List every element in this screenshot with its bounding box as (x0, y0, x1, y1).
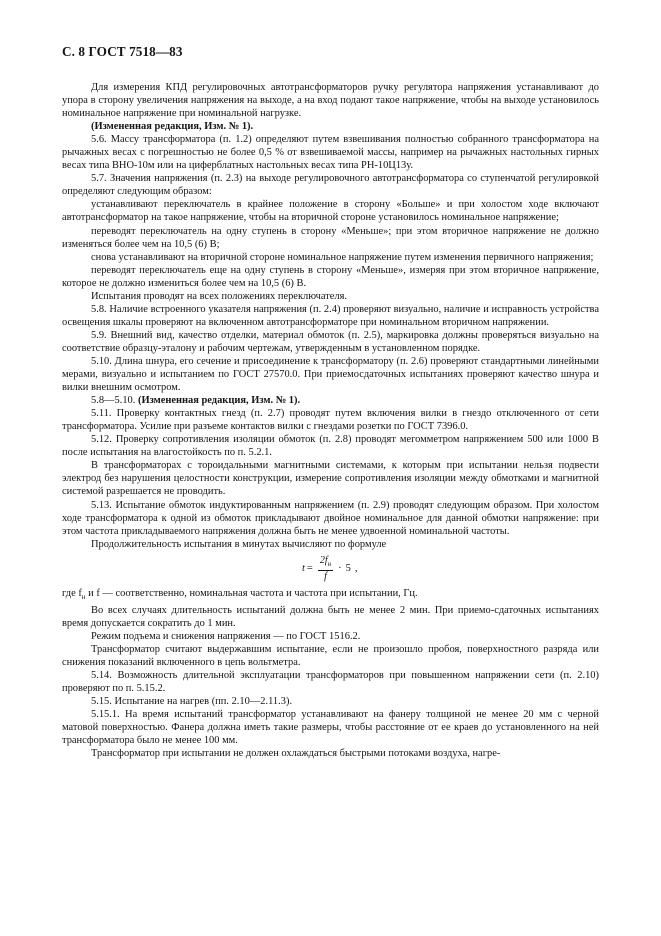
paragraph: 5.15. Испытание на нагрев (пп. 2.10—2.11.3). (91, 696, 293, 708)
formula-tail: , (354, 562, 358, 574)
paragraph: Испытания проводят на всех положениях переключателя. (91, 290, 348, 302)
paragraph: 5.8—5.10. (Измененная редакция, Изм. № 1). (91, 395, 301, 407)
paragraph: Продолжительность испытания в минутах вычисляют по формуле (91, 538, 387, 550)
paragraph: 5.10. Длина шнура, его сечение и присоединение к трансформатору (п. 2.6) проверяют стандартными линейными мерами, визуально и испытанием по ГОСТ 27570.0. При приемосдаточных испытаниях проверяют качество шнура и вилки внешним осмотром. (62, 355, 599, 394)
paragraph: 5.13. Испытание обмоток индуктированным напряжением (п. 2.9) проводят следующим образом. При холостом ходе трансформатора к одной из обмоток прикладывают двойное номинальное для данной обмотки напряжение: при этом частота прикладываемого напряжения должна быть не менее удвоенной номинальной частоты. (62, 499, 599, 537)
paragraph: переводят переключатель еще на одну ступень в сторону «Меньше», измеряя при этом вторичное напряжение, которое не должно измениться более чем на 10,5 (6) В. (62, 264, 599, 289)
paragraph: В трансформаторах с тороидальными магнитными системами, к которым при испытании нельзя подвести электрод без нарушения целостности конструкции, измерение сопротивления изоляции между обмотками и магнитной системой разрешается не проводить. (62, 460, 599, 498)
paragraph: Во всех случаях длительность испытаний должна быть не менее 2 мин. При приемо-сдаточных испытаниях время допускается сократить до 1 мин. (62, 604, 599, 629)
formula-equals: = (306, 562, 313, 574)
paragraph: 5.12. Проверку сопротивления изоляции обмоток (п. 2.8) проводят мегомметром напряжением 500 или 1000 В после испытания на влагостойкость по п. 5.2.1. (62, 434, 599, 459)
formula-expression (302, 555, 359, 582)
formula-numerator: $2f_н$ (318, 555, 333, 571)
formula (62, 551, 599, 587)
paragraph: 5.15.1. На время испытаний трансформатор устанавливают на фанеру толщиной не менее 20 мм с черной матовой поверхностью. Фанера должна иметь такие размеры, чтобы расстояние от ее краев до установленного на ней трансформатора было не менее 100 мм. (62, 709, 599, 747)
formula-lhs: t (302, 562, 305, 574)
paragraph: 5.14. Возможность длительной эксплуатации трансформаторов при повышенном напряжении сети (п. 2.10) проверяют по п. 5.15.2. (62, 670, 599, 695)
paragraph: Для измерения КПД регулировочных автотрансформаторов ручку регулятора напряжения устанавливают до упора в сторону увеличения напряжения на выходе, а на вход подают такое напряжение, чтобы на выходе установилось номинальное напряжение при номинальной нагрузке. (62, 82, 599, 120)
paragraph: 5.8. Наличие встроенного указателя напряжения (п. 2.4) проверяют визуально, наличие и исправность устройства освещения шкалы проверяют на включенном автотрансформаторе при номинальном вторичном напряжении. (62, 303, 599, 328)
paragraph: Трансформатор считают выдержавшим испытание, если не произошло пробоя, поверхностного разряда или снижения показаний включенного в цепь вольтметра. (62, 643, 599, 668)
body-text (62, 81, 599, 760)
paragraph: снова устанавливают на вторичной стороне номинальное напряжение путем изменения первичного напряжения; (91, 251, 594, 263)
paragraph: устанавливают переключатель в крайнее положение в сторону «Больше» и при холостом ходе включают автотрансформатор на такое напряжение, чтобы на вторичной стороне установилось номинальное напряжение; (62, 199, 599, 224)
paragraph: 5.7. Значения напряжения (п. 2.3) на выходе регулировочного автотрансформатора со ступенчатой регулировкой определяют следующим образом: (62, 173, 599, 198)
where-line: где $f_н$ и f — соответственно, номинальная частота и частота при испытании, Гц. (62, 587, 418, 601)
paragraphs-block-2 (62, 604, 599, 761)
page-header: С. 8 ГОСТ 7518—83 (62, 44, 183, 59)
formula-multiply: · (338, 562, 342, 574)
formula-fraction (318, 555, 333, 582)
paragraph: (Измененная редакция, Изм. № 1). (91, 121, 254, 133)
formula-denominator: f (324, 570, 327, 582)
paragraphs-block-1 (62, 81, 599, 551)
paragraph: переводят переключатель на одну ступень в сторону «Меньше»; при этом вторичное напряжение не должно изменяться более чем на 10,5 (6) В; (62, 225, 599, 250)
paragraph: 5.6. Массу трансформатора (п. 1.2) определяют путем взвешивания полностью собранного трансформатора на рычажных весах с погрешностью не более 0,5 % от взвешиваемой массы, например на рычажных настольных гирных весах типа ВНО-10м или на циферблатных настольных весах типа РН-10Ц13у. (62, 134, 599, 172)
paragraph: Режим подъема и снижения напряжения — по ГОСТ 1516.2. (91, 630, 361, 642)
formula-factor: 5 (345, 562, 351, 574)
paragraph: 5.11. Проверку контактных гнезд (п. 2.7) проводят путем включения вилки в гнездо отключенного от сети трансформатора. Усилие при разъеме контактов вилки с гнездами розетки по ГОСТ 7396.0. (62, 408, 599, 433)
paragraph: 5.9. Внешний вид, качество отделки, материал обмоток (п. 2.5), маркировка должны проверяться визуально на соответствие образцу-эталону и рабочим чертежам, утвержденным в установленном порядке. (62, 329, 599, 354)
paragraph: Трансформатор при испытании не должен охлаждаться быстрыми потоками воздуха, нагре- (91, 748, 501, 760)
